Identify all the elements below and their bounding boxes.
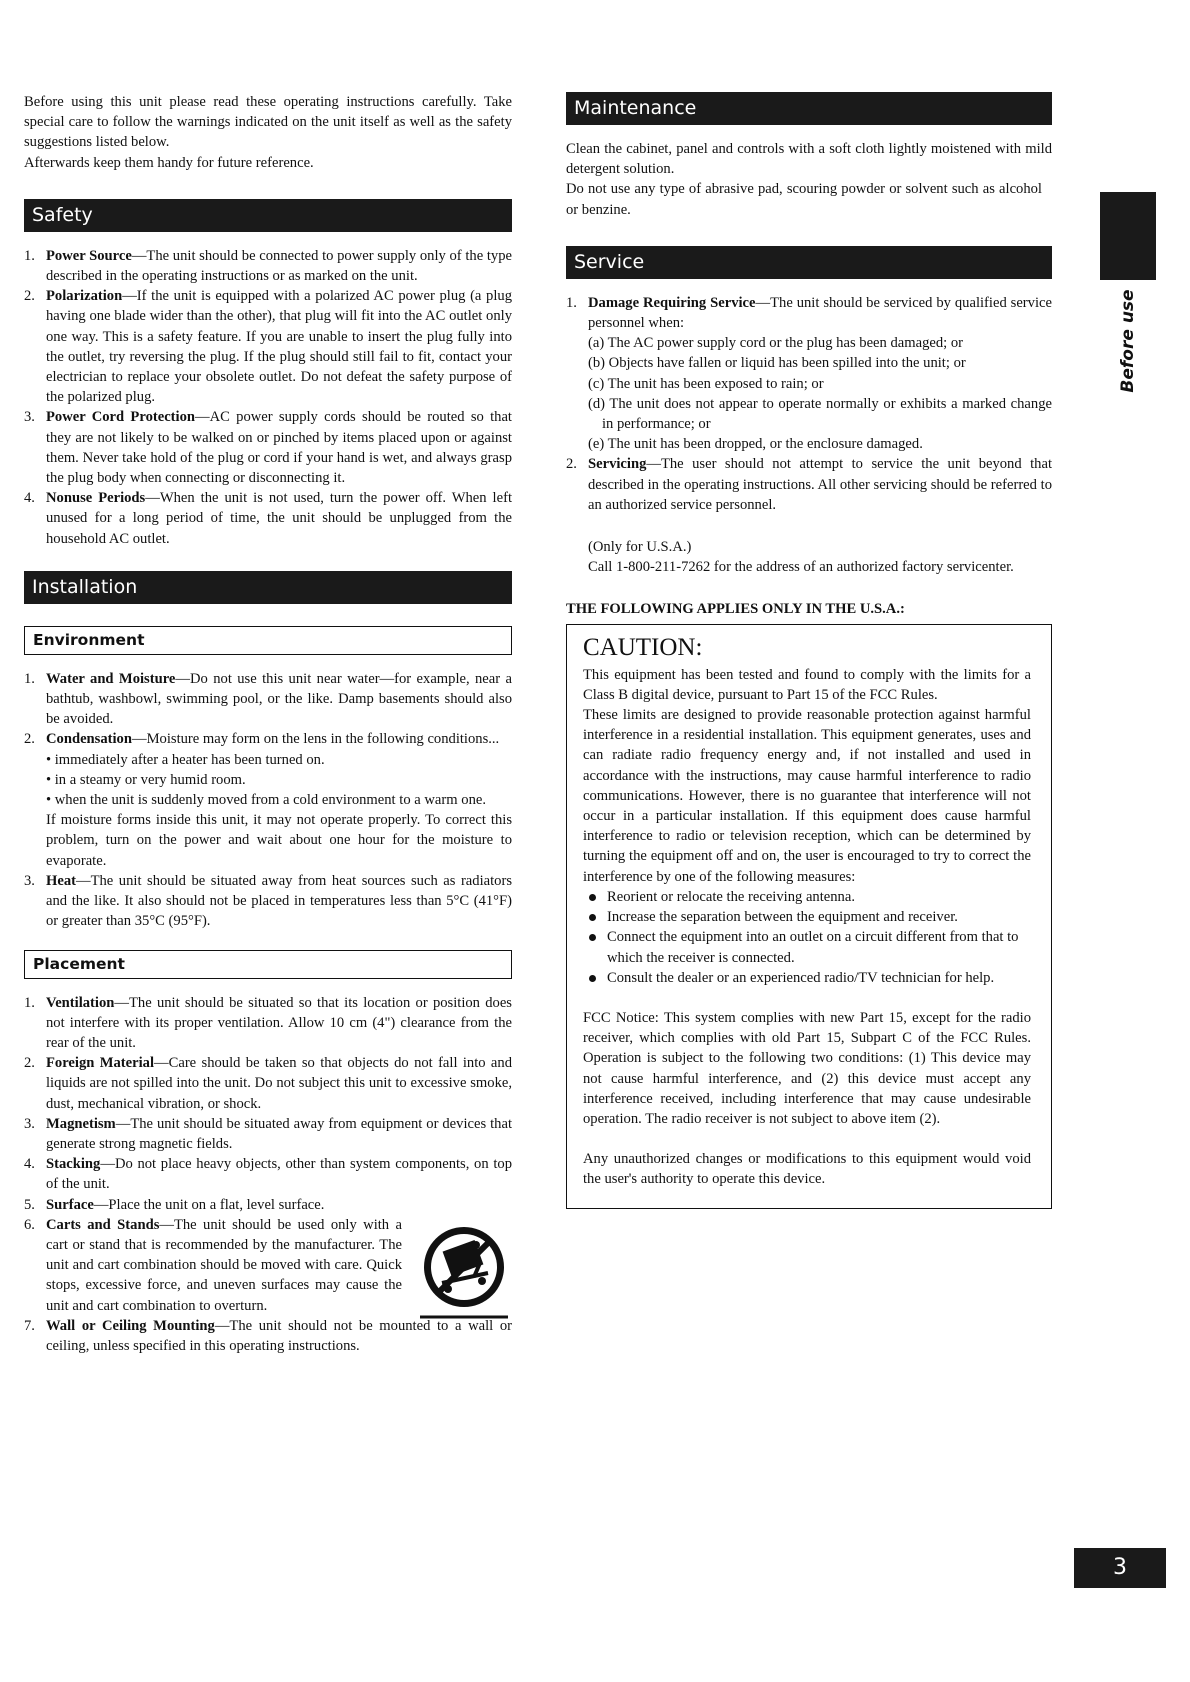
list-item: (a) The AC power supply cord or the plug has been damaged; or: [588, 335, 964, 352]
list-item: 4. Nonuse Periods—When the unit is not used, turn the power off. When left unused for a long period of time, the unit should be unplugged from the household AC outlet.: [24, 490, 513, 547]
condensation-conditions: [46, 750, 512, 811]
list-item: Consult the dealer or an experienced radio/TV technician for help.: [583, 968, 1031, 988]
list-item: 1. Damage Requiring Service—The unit should be serviced by qualified service personnel when: (a) The AC power supply cord or the plug has been damaged; or (b) Objects have fallen or liquid has been spilled into the unit; or (c) The unit has been exposed to rain; or (d) The unit does not appear to operate normally or exhibits a marked change in performance; or (e) The unit has been dropped, or the enclosure damaged.: [566, 293, 1052, 455]
list-item: 2. Condensation—Moisture may form on the lens in the following conditions... • immediately after a heater has been turned on. • in a steamy or very humid room. • when the unit is suddenly moved from a cold environment to a warm one. If moisture forms inside this unit, it may not operate properly. To correct this problem, turn on the power and wait about one hour for the moisture to evaporate.: [24, 729, 512, 870]
list-item: (c) The unit has been exposed to rain; or: [588, 375, 824, 392]
maintenance-banner: Maintenance: [566, 92, 1052, 125]
list-item: (e) The unit has been dropped, or the enclosure damaged.: [588, 436, 923, 453]
list-item: 4. Stacking—Do not place heavy objects, other than system components, on top of the unit.: [24, 1156, 512, 1193]
page-number: 3: [1074, 1548, 1166, 1588]
list-item: Increase the separation between the equipment and receiver.: [583, 907, 1031, 927]
service-phone: Call 1-800-211-7262 for the address of an authorized factory servicenter.: [588, 559, 1014, 576]
list-item: 3. Power Cord Protection—AC power supply cords should be routed so that they are not likely to be walked on or pinched by items placed upon or against them. Never take hold of the plug or cord if your hand is wet, and always grasp the plug body when connecting or disconnecting it.: [24, 409, 512, 487]
caution-title: CAUTION:: [583, 633, 703, 661]
left-column: [24, 92, 512, 1356]
section-side-label: Before use: [1118, 289, 1138, 393]
usa-only-label: (Only for U.S.A.): [588, 539, 692, 556]
list-item: 1. Water and Moisture—Do not use this unit near water—for example, near a bathtub, washbowl, swimming pool, or the like. Damp basements should also be avoided.: [24, 670, 512, 728]
list-item: 3. Heat—The unit should be situated away from heat sources such as radiators and the like. It also should not be placed in temperatures less than 5°C (41°F) or greater than 35°C (95°F).: [24, 872, 512, 930]
list-item: • when the unit is suddenly moved from a cold environment to a warm one.: [46, 792, 486, 809]
cart-tip-over-warning-icon: [416, 1219, 512, 1323]
intro: [24, 92, 512, 173]
safety-banner: Safety: [24, 199, 512, 232]
usa-service-note: [566, 537, 1052, 577]
caution-paragraph-1: This equipment has been tested and found to comply with the limits for a Class B digital device, pursuant to Part 15 of the FCC Rules.: [583, 666, 1031, 703]
placement-subheading: Placement: [24, 950, 512, 979]
list-item: 2. Polarization—If the unit is equipped with a polarized AC power plug (a plug having one blade wider than the other), that plug will fit into the AC outlet only one way. This is a safety feature. If you are unable to insert the plug fully into the outlet, try reversing the plug. If the plug should still fail to fit, contact your electrician to replace your obsolete outlet. Do not defeat the safety purpose of the polarized plug.: [24, 288, 512, 406]
list-item: 1. Ventilation—The unit should be situated so that its location or position does not interfere with its proper ventilation. Allow 10 cm (4") clearance from the rear of the unit.: [24, 994, 512, 1051]
list-item: 6. Carts and Stands—The unit should be used only with a cart or stand that is recommended by the manufacturer. The unit and cart combination should be moved with care. Quick stops, excessive force, and uneven surfaces may cause the unit and cart combination to overturn.: [24, 1215, 512, 1316]
list-item: • in a steamy or very humid room.: [46, 771, 246, 788]
safety-list: [24, 246, 512, 549]
list-item: 7. Wall or Ceiling Mounting—The unit should not be mounted to a wall or ceiling, unless specified in this operating instructions.: [24, 1317, 512, 1354]
list-item: (b) Objects have fallen or liquid has been spilled into the unit; or: [588, 355, 966, 372]
list-item: (d) The unit does not appear to operate normally or exhibits a marked change in performance; or: [588, 395, 1052, 433]
intro-paragraph-1: Before using this unit please read these operating instructions carefully. Take special care to follow the warnings indicated on the unit itself as well as the safety suggestions listed below.: [24, 94, 512, 151]
damage-conditions: [588, 333, 1052, 454]
environment-subheading: Environment: [24, 626, 512, 655]
list-item: Connect the equipment into an outlet on a circuit different from that to which the receiver is connected.: [583, 927, 1031, 967]
maintenance-paragraph-2: Do not use any type of abrasive pad, scouring powder or solvent such as alcohol or benzine.: [566, 181, 1042, 218]
list-item: 2. Servicing—The user should not attempt to service the unit beyond that described in the operating instructions. All other servicing should be referred to an authorized service personnel.: [566, 456, 1052, 513]
list-item: • immediately after a heater has been turned on.: [46, 751, 325, 768]
list-item: 1. Power Source—The unit should be connected to power supply only of the type described in the operating instructions or as marked on the unit.: [24, 247, 512, 285]
intro-paragraph-2: Afterwards keep them handy for future reference.: [24, 154, 314, 171]
section-tab-marker: [1100, 192, 1156, 280]
caution-box: [566, 624, 1052, 1209]
right-column: [566, 92, 1052, 1209]
placement-list: [24, 993, 512, 1357]
usa-heading: THE FOLLOWING APPLIES ONLY IN THE U.S.A.:: [566, 601, 905, 618]
environment-list: [24, 669, 512, 932]
fcc-notice: FCC Notice: This system complies with new Part 15, except for the radio receiver, which complies with old Part 15, Subpart C of the FCC Rules. Operation is subject to the following two conditions: (1) This device may not cause harmful interference, and (2) this device must accept any interference received, including interference that may cause undesirable operation. The radio receiver is not subject to above item (2).: [583, 1009, 1031, 1127]
list-item: 3. Magnetism—The unit should be situated away from equipment or devices that generate strong magnetic fields.: [24, 1115, 512, 1152]
maintenance-paragraph-1: Clean the cabinet, panel and controls with a soft cloth lightly moistened with mild detergent solution.: [566, 141, 1052, 178]
installation-banner: Installation: [24, 571, 512, 604]
list-item: 5. Surface—Place the unit on a flat, level surface.: [24, 1196, 325, 1213]
unauthorized-changes-notice: Any unauthorized changes or modifications to this equipment would void the user's authority to operate this device.: [583, 1151, 1031, 1188]
list-item: 2. Foreign Material—Care should be taken so that objects do not fall into and liquids are not spilled into the unit. Do not subject this unit to excessive smoke, dust, mechanical vibration, or shock.: [24, 1055, 512, 1112]
condensation-remedy: If moisture forms inside this unit, it may not operate properly. To correct this problem, turn on the power and wait about one hour for the moisture to evaporate.: [46, 812, 512, 869]
service-banner: Service: [566, 246, 1052, 279]
list-item: Reorient or relocate the receiving antenna.: [583, 887, 1031, 907]
caution-paragraph-2: These limits are designed to provide reasonable protection against harmful interference in a residential installation. This equipment generates, uses and can radiate radio frequency energy and, if not installed and used in accordance with the instructions, may cause harmful interference to radio communications. However, there is no guarantee that interference will not occur in a particular installation. If this equipment does cause harmful interference to radio or television reception, which can be determined by turning the equipment off and on, the user is encouraged to try to correct the interference by one of the following measures:: [583, 707, 1031, 885]
interference-measures: [583, 887, 1031, 988]
service-list: [566, 293, 1052, 515]
